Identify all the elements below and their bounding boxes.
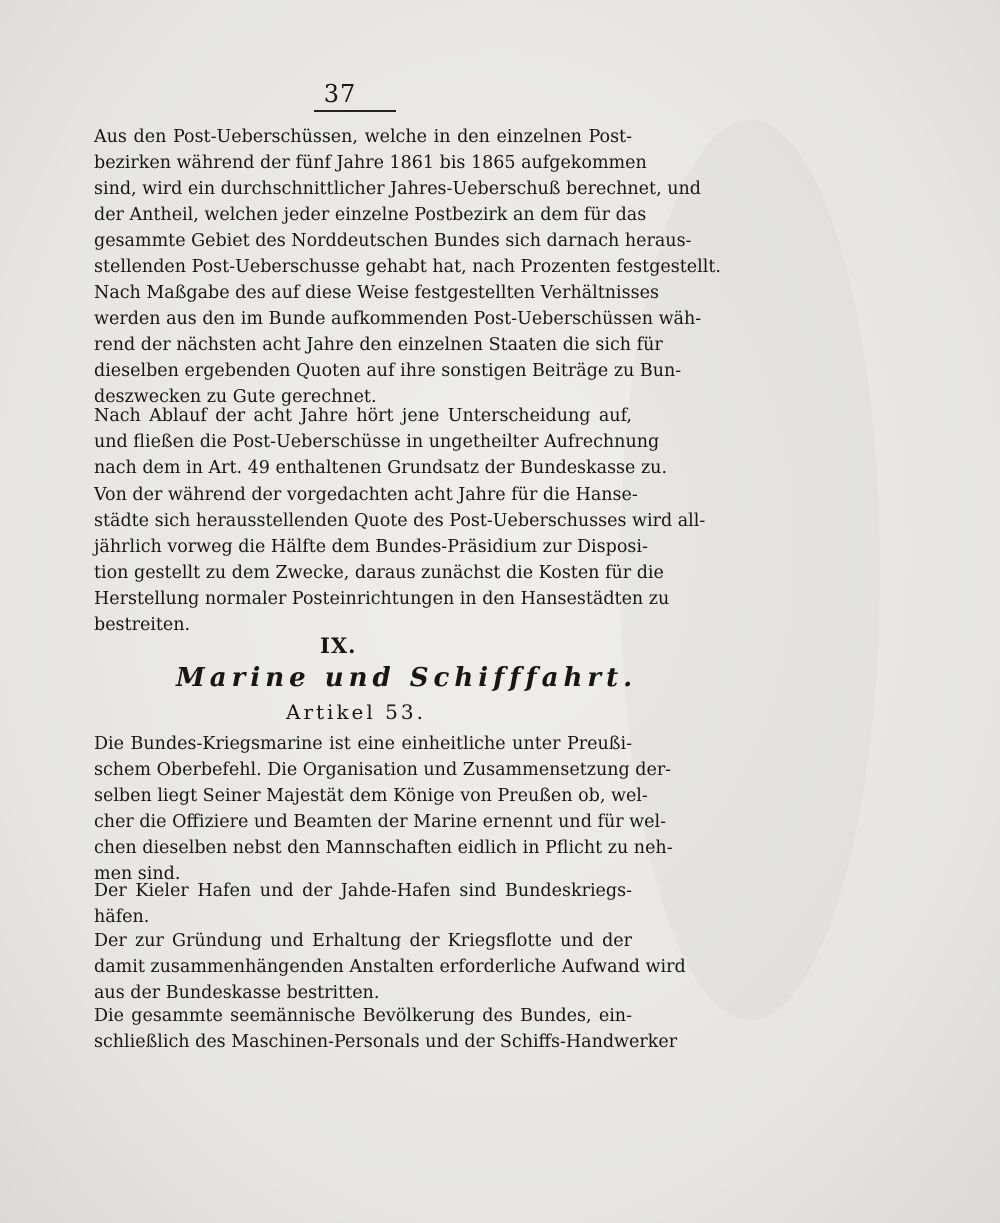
paragraph-quota-crediting (94, 280, 702, 410)
text-line: jährlich vorweg die Hälfte dem Bundes-Präsidium zur Disposi- (94, 537, 648, 557)
text-line: selben liegt Seiner Majestät dem Könige von Preußen ob, wel- (94, 786, 648, 806)
text-line: Herstellung normaler Posteinrichtungen in den Hansestädten zu (94, 589, 670, 609)
paragraph-navy-command (94, 731, 673, 887)
section-title: Marine und Schifffahrt. (176, 663, 638, 693)
page-number-rule (314, 110, 396, 112)
paragraph-naval-ports (94, 878, 632, 930)
text-line: Von der während der vorgedachten acht Jahre für die Hanse- (94, 485, 638, 505)
text-line: der Antheil, welchen jeder einzelne Postbezirk an dem für das (94, 205, 647, 225)
text-line: Der Kieler Hafen und der Jahde-Hafen sind Bundeskriegs- (94, 881, 632, 901)
text-line: aus der Bundeskasse bestritten. (94, 983, 380, 1003)
text-line: chen dieselben nebst den Mannschaften eidlich in Pflicht zu neh- (94, 838, 673, 858)
text-line: schließlich des Maschinen-Personals und der Schiffs-Handwerker (94, 1032, 678, 1052)
text-line: Der zur Gründung und Erhaltung der Kriegsflotte und der (94, 931, 632, 951)
paragraph-fleet-funding (94, 928, 686, 1006)
text-line: rend der nächsten acht Jahre den einzelnen Staaten die sich für (94, 335, 663, 355)
paragraph-post-surplus-calculation (94, 124, 721, 280)
text-line: schem Oberbefehl. Die Organisation und Zusammensetzung der- (94, 760, 672, 780)
text-line: tion gestellt zu dem Zwecke, daraus zunächst die Kosten für die (94, 563, 664, 583)
text-line: bezirken während der fünf Jahre 1861 bis 1865 aufgekommen (94, 153, 647, 173)
paragraph-seafaring-population (94, 1003, 678, 1055)
text-line: Nach Maßgabe des auf diese Weise festgestellten Verhältnisses (94, 283, 659, 303)
text-line: damit zusammenhängenden Anstalten erforderliche Aufwand wird (94, 957, 686, 977)
text-line: dieselben ergebenden Quoten auf ihre sonstigen Beiträge zu Bun- (94, 361, 682, 381)
text-line: cher die Offiziere und Beamten der Marine ernennt und für wel- (94, 812, 666, 832)
text-line: Nach Ablauf der acht Jahre hört jene Unterscheidung auf, (94, 406, 632, 426)
text-line: häfen. (94, 907, 150, 927)
text-line: deszwecken zu Gute gerechnet. (94, 387, 377, 407)
text-line: stellenden Post-Ueberschusse gehabt hat, nach Prozenten festgestellt. (94, 257, 721, 277)
section-number: IX. (320, 633, 357, 658)
text-line: sind, wird ein durchschnittlicher Jahres-Ueberschuß berechnet, und (94, 179, 701, 199)
text-line: Die gesammte seemännische Bevölkerung des Bundes, ein- (94, 1006, 632, 1026)
text-line: gesammte Gebiet des Norddeutschen Bundes sich darnach heraus- (94, 231, 692, 251)
article-heading: Artikel 53. (286, 700, 426, 724)
text-line: bestreiten. (94, 615, 191, 635)
text-line: Die Bundes-Kriegsmarine ist eine einheitliche unter Preußi- (94, 734, 632, 754)
text-line: und fließen die Post-Ueberschüsse in ungetheilter Aufrechnung (94, 432, 660, 452)
text-line: men sind. (94, 864, 181, 884)
text-line: Aus den Post-Ueberschüssen, welche in den einzelnen Post- (94, 127, 632, 147)
page-number: 37 (323, 80, 357, 108)
text-line: städte sich herausstellenden Quote des Post-Ueberschusses wird all- (94, 511, 706, 531)
paragraph-hanseatic-quota (94, 482, 706, 638)
paragraph-end-of-distinction (94, 403, 668, 481)
text-line: nach dem in Art. 49 enthaltenen Grundsatz der Bundeskasse zu. (94, 458, 668, 478)
text-line: werden aus den im Bunde aufkommenden Post-Ueberschüssen wäh- (94, 309, 702, 329)
